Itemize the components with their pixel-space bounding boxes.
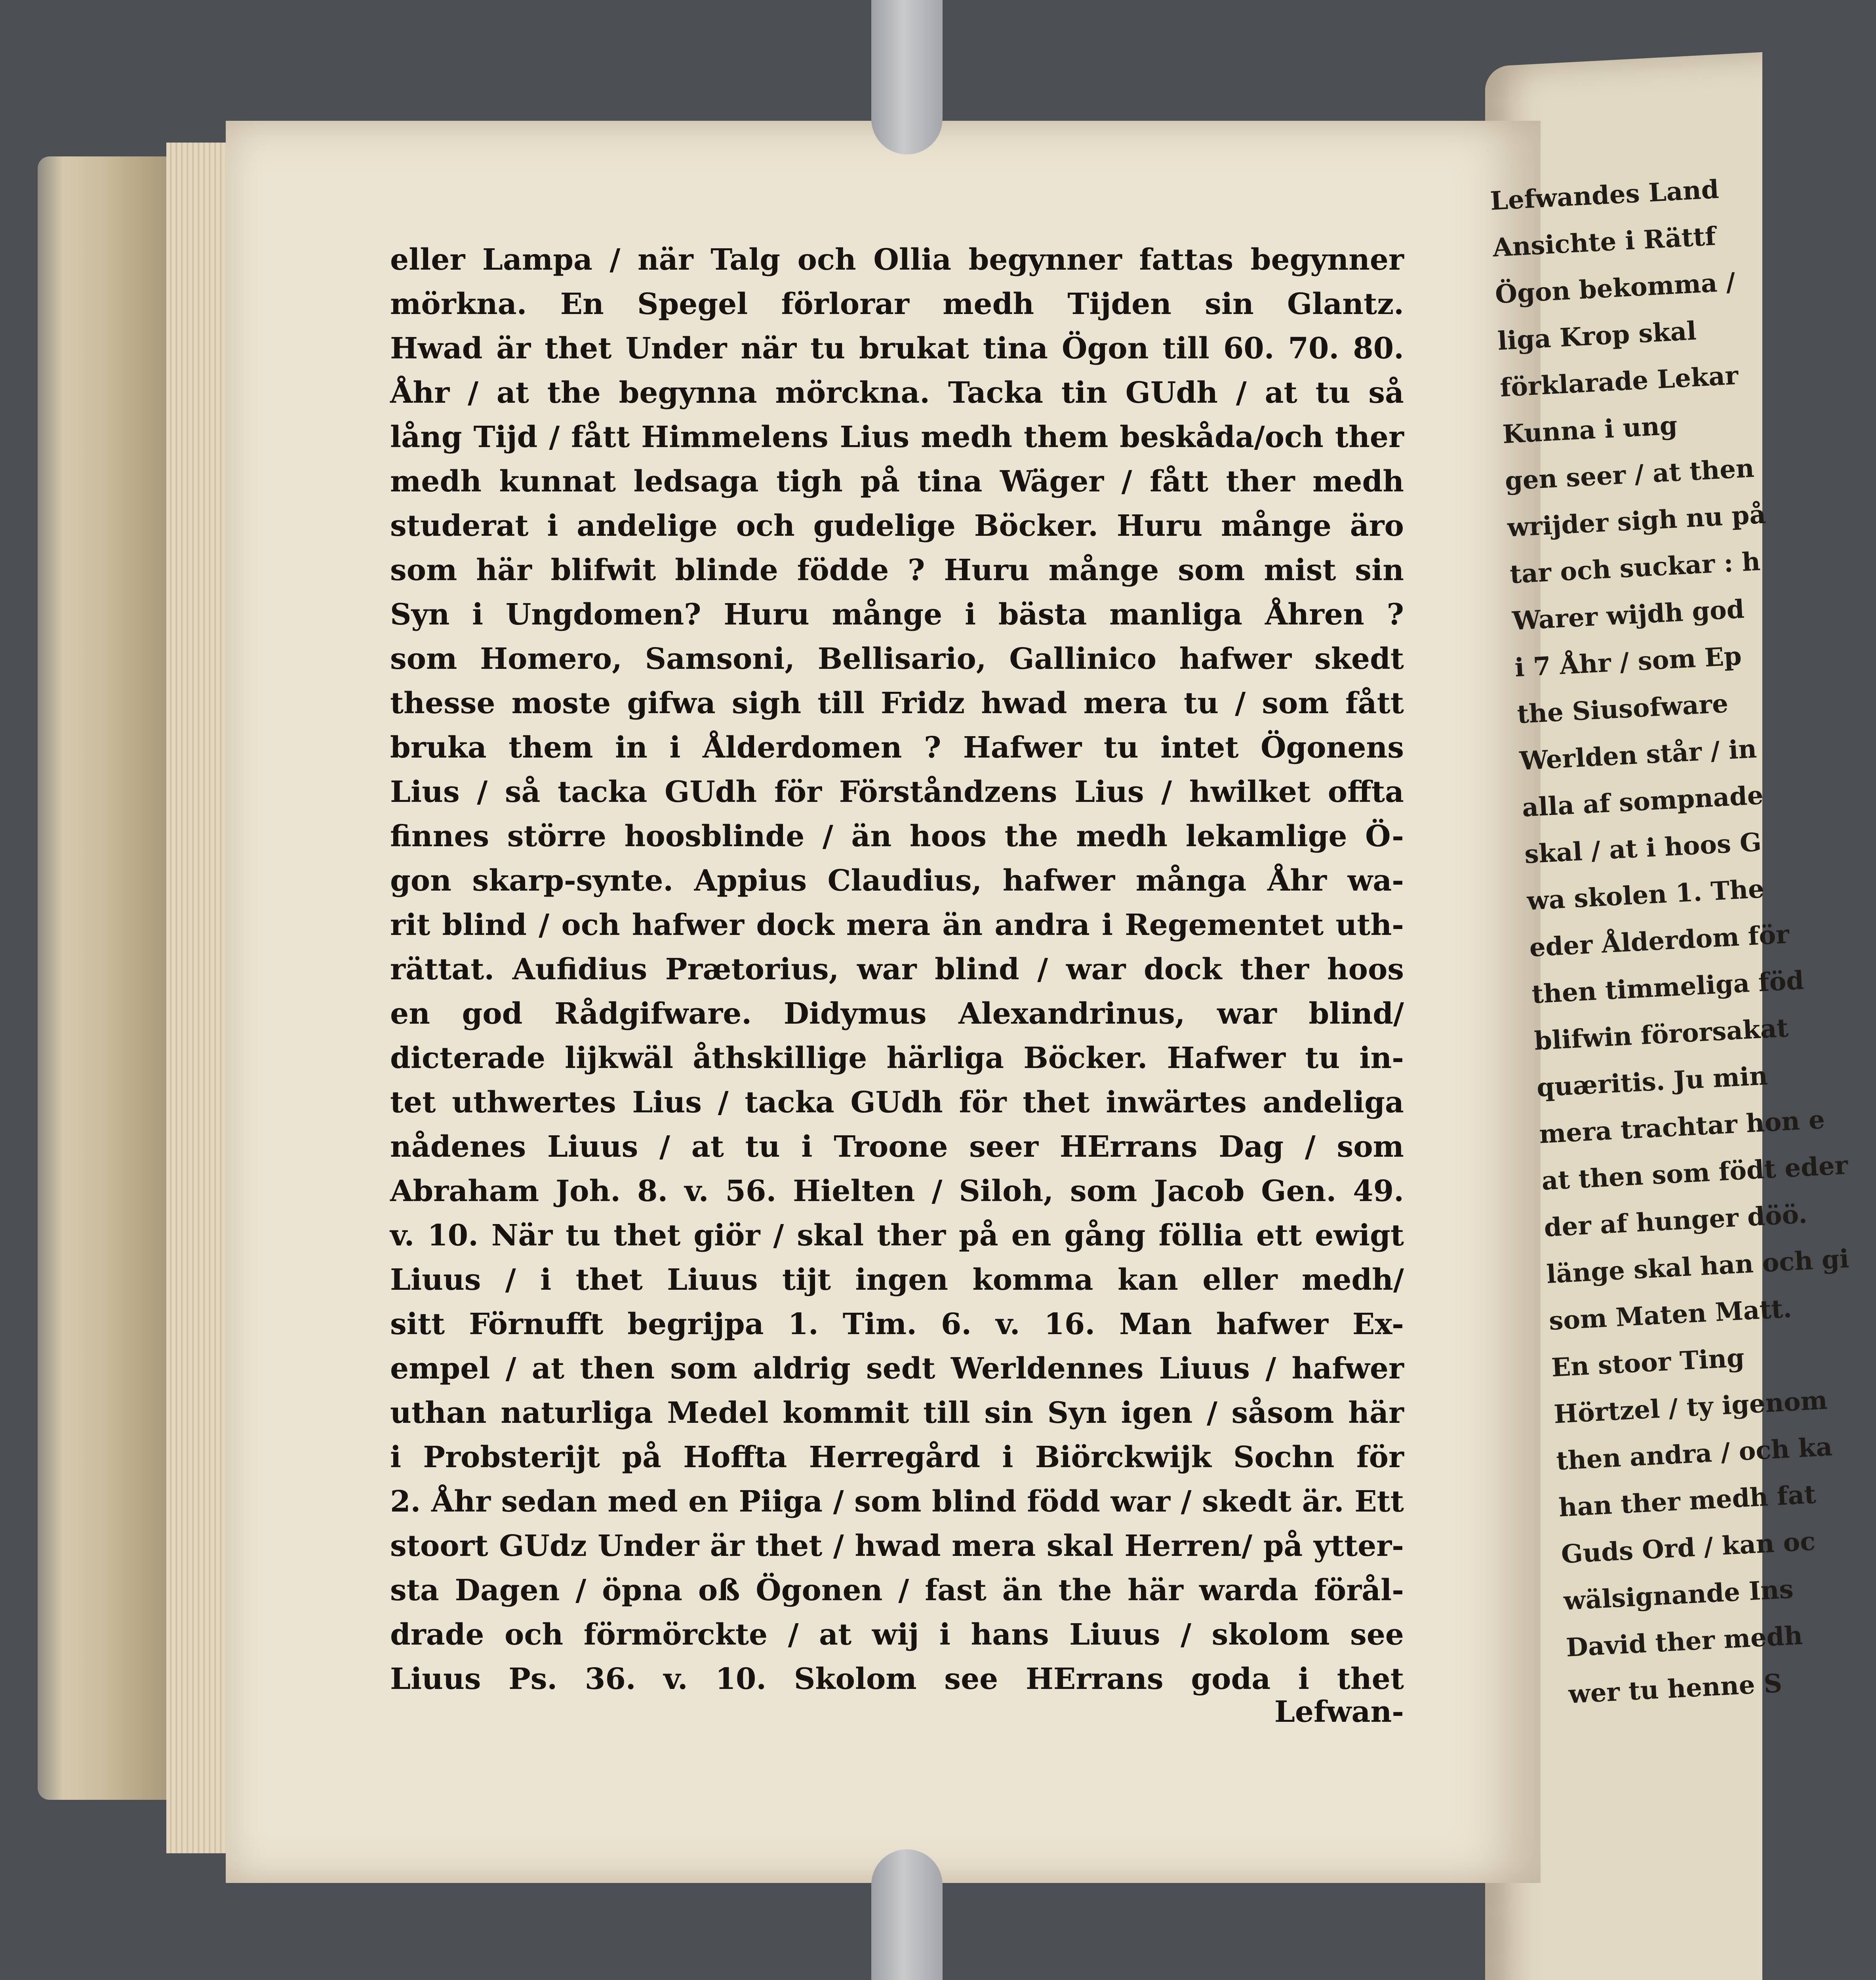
facing-text-line: Guds Ord / kan oc <box>1560 1526 1816 1570</box>
facing-text-line: Ögon bekomma / <box>1494 267 1736 310</box>
text-line: eller Lampa / när Talg och Ollia begynner fattas begynner <box>390 243 1404 277</box>
text-line: thesse moste gifwa sigh till Fridz hwad mera tu / som fått <box>390 686 1404 720</box>
facing-text-line: han ther medh fat <box>1558 1479 1817 1523</box>
facing-text-line: eder Ålderdom för <box>1528 920 1790 963</box>
facing-text-line: förklarade Lekar <box>1499 360 1739 403</box>
facing-text-line: i 7 Åhr / som Ep <box>1514 641 1743 683</box>
facing-text-line: En stoor Ting <box>1550 1343 1745 1383</box>
facing-text-line: Ansichte i Rättf <box>1492 221 1717 263</box>
text-line: dicterade lijkwäl åthskillige härliga Böcker. Hafwer tu in- <box>390 1041 1404 1075</box>
text-line: bruka them in i Ålderdomen ? Hafwer tu intet Ögonens <box>390 731 1404 765</box>
text-line: Lius / så tacka GUdh för Förståndzens Lius / hwilket offta <box>390 775 1404 809</box>
facing-text-line: Warer wijdh god <box>1511 594 1745 636</box>
facing-text-line: länge skal han och gi <box>1546 1244 1850 1290</box>
text-line: 2. Åhr sedan med en Piiga / som blind född war / skedt är. Ett <box>390 1485 1404 1519</box>
facing-text-line: Hörtzel / ty igenom <box>1553 1385 1828 1430</box>
facing-text-line: then timmeliga föd <box>1531 965 1805 1010</box>
text-line: lång Tijd / fått Himmelens Lius medh them beskåda/och ther <box>390 420 1404 454</box>
book-holder-strap-top <box>871 0 943 154</box>
text-line: i Probsterijt på Hoffta Herregård i Biörckwijk Sochn för <box>390 1440 1404 1474</box>
text-line: som här blifwit blinde födde ? Huru månge som mist sin <box>390 553 1404 587</box>
facing-text-line: der af hunger döö. <box>1543 1199 1808 1243</box>
text-line: Liuus Ps. 36. v. 10. Skolom see HErrans goda i thet <box>390 1662 1404 1696</box>
text-line: Hwad är thet Under när tu brukat tina Ögon till 60. 70. 80. <box>390 331 1404 366</box>
page-body-text <box>390 238 1404 1701</box>
text-line: som Homero, Samsoni, Bellisario, Gallinico hafwer skedt <box>390 642 1404 676</box>
facing-text-line: at then som födt eder <box>1541 1150 1849 1196</box>
text-line: studerat i andelige och gudelige Böcker. Huru månge äro <box>390 509 1404 543</box>
text-line: rit blind / och hafwer dock mera än andra i Regementet uth- <box>390 908 1404 942</box>
facing-text-line: wälsignande Ins <box>1563 1574 1794 1616</box>
text-line: mörkna. En Spegel förlorar medh Tijden sin Glantz. <box>390 287 1404 321</box>
facing-text-line: tar och suckar : h <box>1509 546 1761 590</box>
facing-text-line: then andra / och ka <box>1555 1432 1833 1476</box>
text-line: v. 10. När tu thet giör / skal ther på en gång föllia ett ewigt <box>390 1218 1404 1253</box>
facing-text-line: Werlden står / in <box>1519 734 1758 776</box>
facing-text-line: mera trachtar hon e <box>1538 1104 1826 1150</box>
facing-text-line: liga Krop skal <box>1497 316 1697 356</box>
text-line: Abraham Joh. 8. v. 56. Hielten / Siloh, som Jacob Gen. 49. <box>390 1174 1404 1208</box>
facing-text-line: wa skolen 1. The <box>1526 874 1765 916</box>
book-holder-strap-bottom <box>871 1849 943 1980</box>
text-line: drade och förmörckte / at wij i hans Liuus / skolom see <box>390 1618 1404 1652</box>
text-line: stoort GUdz Under är thet / hwad mera skal Herren/ på ytter- <box>390 1529 1404 1563</box>
text-line: uthan naturliga Medel kommit till sin Syn igen / såsom här <box>390 1396 1404 1430</box>
text-line: gon skarp-synte. Appius Claudius, hafwer många Åhr wa- <box>390 864 1404 898</box>
facing-text-line: quæritis. Ju min <box>1536 1061 1769 1103</box>
text-line: Åhr / at the begynna mörckna. Tacka tin GUdh / at tu så <box>390 376 1404 410</box>
facing-text-line: alla af sompnade <box>1521 780 1764 823</box>
facing-text-line: blifwin förorsakat <box>1533 1013 1789 1056</box>
facing-text-line: David ther medh <box>1565 1620 1804 1663</box>
book-fore-edge <box>38 156 180 1800</box>
text-line: en god Rådgifware. Didymus Alexandrinus, war blind/ <box>390 997 1404 1031</box>
text-line: tet uthwertes Lius / tacka GUdh för thet inwärtes andeliga <box>390 1085 1404 1119</box>
facing-text-line: wer tu henne S <box>1567 1668 1783 1710</box>
text-line: Syn i Ungdomen? Huru månge i bästa manliga Åhren ? <box>390 598 1404 632</box>
text-line: sta Dagen / öpna oß Ögonen / fast än the här warda förål- <box>390 1573 1404 1607</box>
text-line: medh kunnat ledsaga tigh på tina Wäger / fått ther medh <box>390 465 1404 499</box>
catchword: Lefwan- <box>1274 1695 1404 1729</box>
text-line: empel / at then som aldrig sedt Werldennes Liuus / hafwer <box>390 1352 1404 1386</box>
facing-text-line: the Siusofware <box>1516 689 1729 730</box>
facing-text-line: Kunna i ung <box>1501 411 1678 450</box>
facing-text-line: Lefwandes Land <box>1489 174 1720 216</box>
text-line: sitt Förnufft begrijpa 1. Tim. 6. v. 16. Man hafwer Ex- <box>390 1307 1404 1341</box>
facing-text-line: skal / at i hoos G <box>1524 827 1762 870</box>
text-line: rättat. Aufidius Prætorius, war blind / war dock ther hoos <box>390 952 1404 986</box>
text-line: nådenes Liuus / at tu i Troone seer HErrans Dag / som <box>390 1130 1404 1164</box>
facing-text-line: wrijder sigh nu på <box>1507 499 1767 543</box>
facing-text-line: som Maten Matt. <box>1548 1293 1793 1336</box>
text-line: finnes större hoosblinde / än hoos the medh lekamlige Ö- <box>390 819 1404 853</box>
text-line: Liuus / i thet Liuus tijt ingen komma kan eller medh/ <box>390 1263 1404 1297</box>
facing-text-line: gen seer / at then <box>1504 453 1755 496</box>
